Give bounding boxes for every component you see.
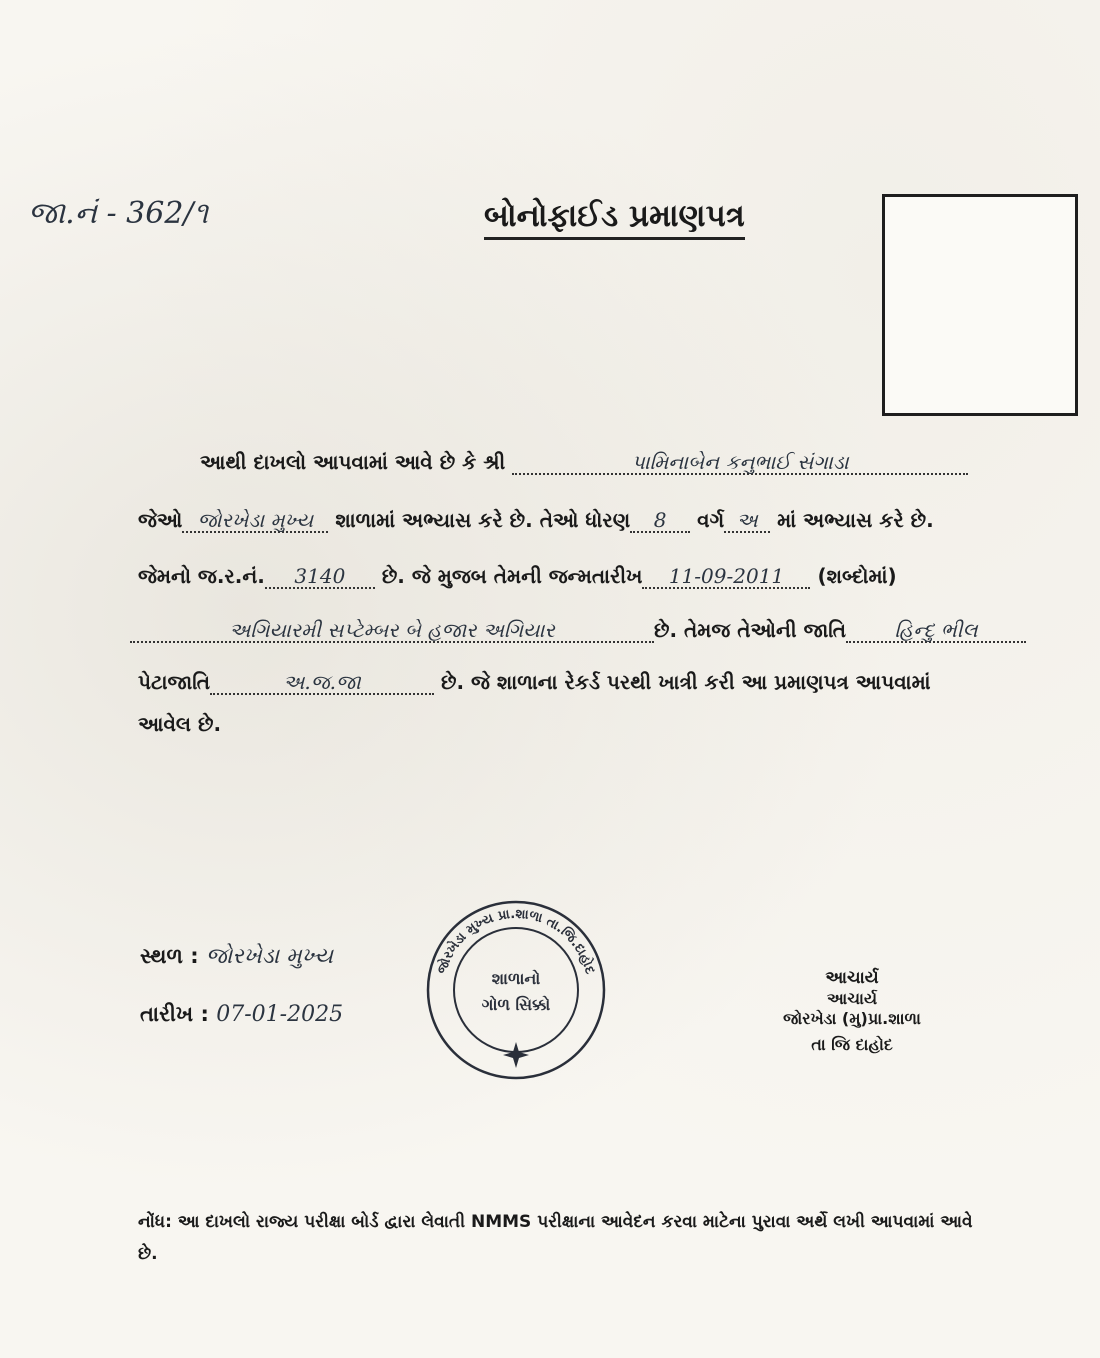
signature-taluka: તા જિ દાહોદ	[811, 1035, 893, 1055]
date-label: તારીખ :	[140, 1002, 209, 1026]
school-name: જોરખેડા મુખ્ય	[182, 509, 328, 533]
stamp-inner-ring	[454, 928, 578, 1052]
line4-mid: છે. તેમજ તેઓની જાતિ	[654, 618, 847, 642]
line6-text: આવેલ છે.	[138, 712, 222, 736]
line5-suffix: છે. જે શાળાના રેકર્ડ પરથી ખાત્રી કરી આ પ્રમાણપત્ર આપવામાં	[441, 670, 931, 694]
birth-date-words: અગિયારમી સપ્ટેમ્બર બે હજાર અગિયાર	[130, 619, 654, 643]
intro-text: આથી દાખલો આપવામાં આવે છે કે શ્રી	[200, 450, 506, 474]
body-line-1	[200, 450, 968, 475]
place-label: સ્થળ :	[140, 944, 199, 968]
body-line-3	[138, 564, 897, 589]
photo-box	[882, 194, 1078, 416]
body-line-5	[138, 670, 931, 695]
school-stamp	[424, 898, 608, 1082]
body-line-2	[138, 508, 934, 533]
gr-number: 3140	[265, 565, 375, 589]
body-line-6	[138, 712, 221, 736]
caste-value: હિન્દુ ભીલ	[846, 619, 1026, 643]
reference-number: જા.નં - 362/૧	[28, 196, 209, 231]
stamp-outer-text: જોરખેડા મુખ્ય પ્રા.શાળા તા.જિ.દાહોદ	[434, 906, 598, 976]
signature-head: આચાર્ય	[825, 968, 879, 988]
stamp-center-line-2: ગોળ સિક્કો	[481, 995, 551, 1014]
date-value: 07-01-2025	[216, 1002, 344, 1027]
principal-signature-block	[762, 968, 942, 1055]
body-line-4	[130, 618, 1026, 643]
stamp-center-line-1: શાળાનો	[491, 969, 541, 988]
certificate-title: બોનોફાઈડ પ્રમાણપત્ર	[484, 198, 745, 240]
place-row	[140, 944, 333, 969]
sub-caste-value: અ.જ.જા	[210, 671, 434, 695]
class-label: વર્ગ	[697, 508, 725, 532]
line5-prefix: પેટાજાતિ	[138, 670, 211, 694]
signature-title: આચાર્ય	[826, 989, 878, 1009]
line2-mid: શાળામાં અભ્યાસ કરે છે. તેઓ ધોરણ	[335, 508, 631, 532]
star-icon	[503, 1042, 529, 1068]
place-value: જોરખેડા મુખ્ય	[205, 944, 334, 969]
line3-mid: છે. જે મુજબ તેમની જન્મતારીખ	[381, 564, 643, 588]
standard-value: 8	[630, 509, 690, 533]
date-row	[140, 1002, 343, 1027]
footnote: નોંધ: આ દાખલો રાજ્ય પરીક્ષા બોર્ડ દ્વારા લેવાતી NMMS પરીક્ષાના આવેદન કરવા માટેના પુરાવા અર્થે લખી આપવામાં આવે છે.	[138, 1212, 973, 1265]
line3-suffix: (શબ્દોમાં)	[817, 564, 897, 588]
line2-suffix: માં અભ્યાસ કરે છે.	[777, 508, 934, 532]
class-value: અ	[724, 509, 770, 533]
birth-date: 11-09-2011	[642, 565, 810, 589]
student-name: પામિનાબેન કનુભાઈ સંગાડા	[512, 451, 968, 475]
signature-school: જોરખેડા (મુ)પ્રા.શાળા	[783, 1009, 921, 1029]
line3-prefix: જેમનો જ.ર.નં.	[138, 564, 265, 588]
line2-prefix: જેઓ	[138, 508, 183, 532]
